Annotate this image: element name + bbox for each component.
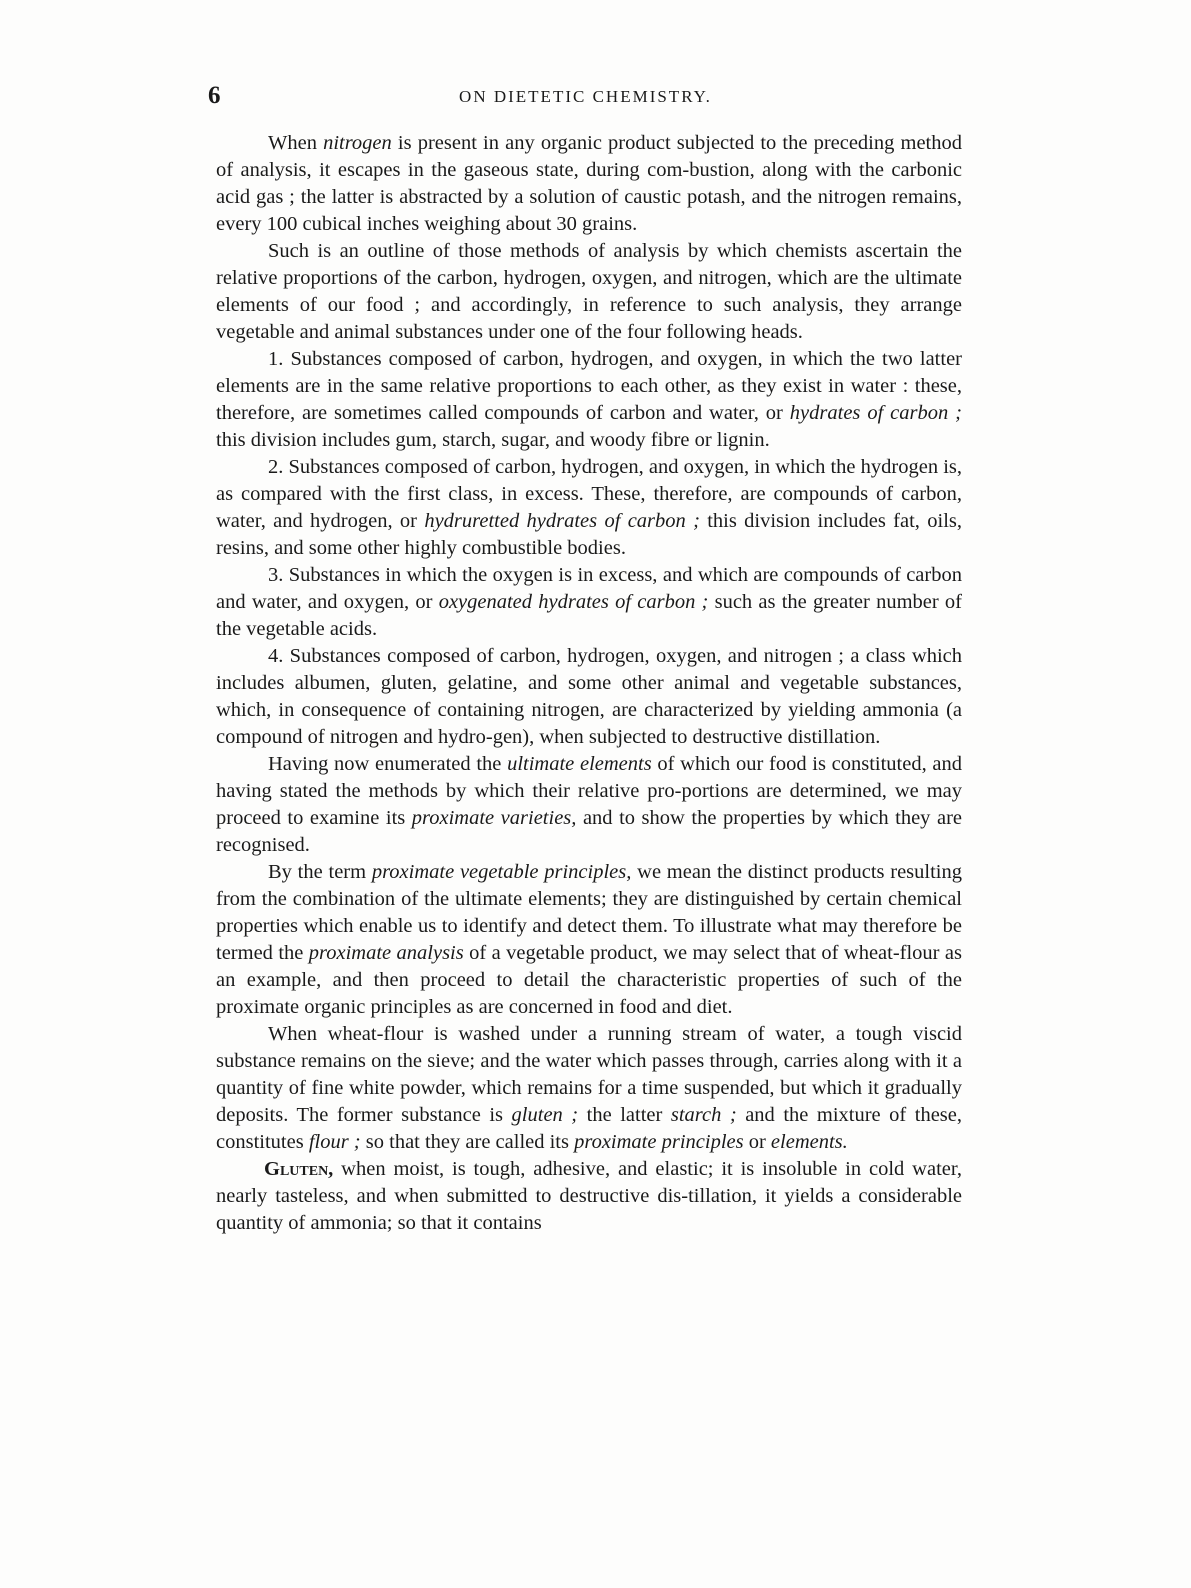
paragraph-proximate-varieties: Having now enumerated the ultimate elements of which our food is constituted, and having stated the methods by which their relative pro-portions are determined, we may proceed to examine its proximate varieties, and to show the properties by which they are recognised. [216, 753, 963, 856]
paragraph-class-3: 3. Substances in which the oxygen is in excess, and which are compounds of carbon and water, and oxygen, or oxygenated hydrates of carbon ; such as the greater number of the vegetable acids. [216, 564, 962, 640]
term-proximate-varieties: proximate varieties, [411, 807, 577, 829]
term-nitrogen: nitrogen [323, 132, 392, 154]
term-hydrates-of-carbon: hydrates of carbon ; [789, 402, 962, 424]
page-header [208, 82, 963, 112]
paragraph-class-4: 4. Substances composed of carbon, hydrogen, oxygen, and nitrogen ; a class which includes albumen, gluten, gelatine, and some other animal and vegetable substances, which, in consequence of containing nitrogen, are characterized by yielding ammonia (a compound of nitrogen and hydro-gen), when subjected to destructive distillation. [216, 645, 962, 748]
paragraph-class-1: 1. Substances composed of carbon, hydrogen, and oxygen, in which the two latter elements are in the same relative proportions to each other, as they exist in water : these, therefore, are sometimes called compounds of carbon and water, or hydrates of carbon ; this division includes gum, starch, sugar, and woody fibre or lignin. [216, 348, 962, 451]
term-oxygenated-hydrates: oxygenated hydrates of carbon ; [438, 591, 709, 613]
term-elements: elements. [770, 1131, 848, 1153]
term-hydruretted-hydrates: hydruretted hydrates of carbon ; [424, 510, 700, 532]
term-proximate-principles: proximate principles [574, 1131, 744, 1153]
term-flour: flour ; [308, 1131, 361, 1153]
term-starch: starch ; [670, 1104, 737, 1126]
term-proximate-analysis: proximate analysis [308, 942, 464, 964]
paragraph-nitrogen: When nitrogen is present in any organic product subjected to the preceding method of analysis, it escapes in the gaseous state, during com-bustion, along with the carbonic acid gas ; the latter is abstracted by a solution of caustic potash, and the nitrogen remains, every 100 cubical inches weighing about 30 grains. [216, 132, 962, 235]
term-ultimate-elements: ultimate elements [507, 753, 652, 775]
paragraph-gluten: Gluten, when moist, is tough, adhesive, and elastic; it is insoluble in cold water, nearly tasteless, and when submitted to destructive dis-tillation, it yields a considerable quantity of ammonia; so that it contains [216, 1158, 962, 1234]
paragraph-wheat-flour: When wheat-flour is washed under a running stream of water, a tough viscid substance remains on the sieve; and the water which passes through, carries along with it a quantity of fine white powder, which remains for a time suspended, but which it gradually deposits. The former substance is gluten ; the latter starch ; and the mixture of these, constitutes flour ; so that they are called its proximate principles or elements. [216, 1023, 962, 1153]
page-number: 6 [208, 82, 221, 109]
running-head: ON DIETETIC CHEMISTRY. [459, 87, 712, 106]
paragraph-class-2: 2. Substances composed of carbon, hydrogen, and oxygen, in which the hydrogen is, as compared with the first class, in excess. These, therefore, are compounds of carbon, water, and hydrogen, or hydruretted hydrates of carbon ; this division includes fat, oils, resins, and some other highly combustible bodies. [216, 456, 963, 559]
paragraph-proximate-principles: By the term proximate vegetable principles, we mean the distinct products resulting from the combination of the ultimate elements; they are distinguished by certain chemical properties which enable us to identify and detect them. To illustrate what may therefore be termed the proximate analysis of a vegetable product, we may select that of wheat-flour as an example, and then proceed to detail the characteristic properties of such of the proximate organic principles as are concerned in food and diet. [216, 861, 962, 1018]
paragraph-outline: Such is an outline of those methods of analysis by which chemists ascertain the relative proportions of the carbon, hydrogen, oxygen, and nitrogen, which are the ultimate elements of our food ; and accordingly, in reference to such analysis, they arrange vegetable and animal substances under one of the four following heads. [216, 240, 962, 343]
section-heading-gluten: Gluten, [264, 1158, 334, 1180]
body-text [216, 130, 962, 1237]
term-proximate-vegetable-principles: proximate vegetable principles, [371, 861, 632, 883]
term-gluten: gluten ; [511, 1104, 579, 1126]
